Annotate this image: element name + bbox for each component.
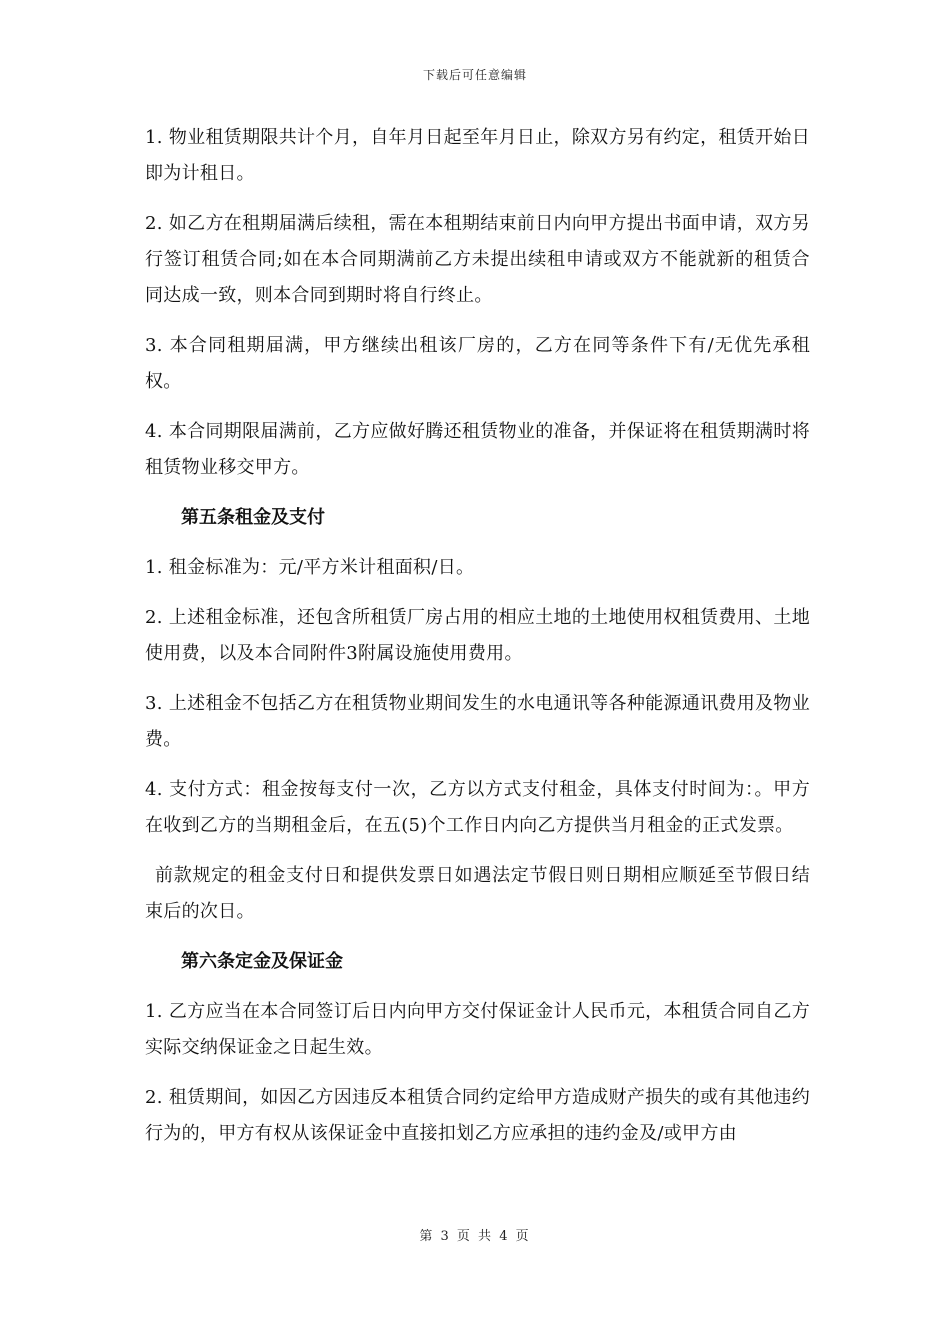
clause-rent-3: 3. 上述租金不包括乙方在租赁物业期间发生的水电通讯等各种能源通讯费用及物业费。	[145, 693, 810, 750]
header-note: 下载后可任意编辑	[422, 68, 527, 82]
clause-term-3: 3. 本合同租期届满，甲方继续出租该厂房的，乙方在同等条件下有/无优先承租权。	[145, 335, 810, 392]
clause-rent-1: 1. 租金标准为：元/平方米计租面积/日。	[145, 557, 475, 578]
clause-rent-4: 4. 支付方式：租金按每支付一次，乙方以方式支付租金，具体支付时间为：。甲方在收到乙方的当期租金后，在五(5)个工作日内向乙方提供当月租金的正式发票。	[145, 779, 810, 836]
clause-deposit-2: 2. 租赁期间，如因乙方因违反本租赁合同约定给甲方造成财产损失的或有其他违约行为的，甲方有权从该保证金中直接扣划乙方应承担的违约金及/或甲方由	[145, 1087, 810, 1144]
section-heading-deposit: 第六条定金及保证金	[181, 951, 343, 972]
clause-rent-2: 2. 上述租金标准，还包含所租赁厂房占用的相应土地的土地使用权租赁费用、土地使用费，以及本合同附件3附属设施使用费用。	[145, 607, 810, 664]
clause-term-1: 1. 物业租赁期限共计个月，自年月日起至年月日止，除双方另有约定，租赁开始日即为计租日。	[145, 127, 810, 184]
section-heading-rent: 第五条租金及支付	[181, 507, 325, 528]
document-body	[145, 120, 810, 1166]
clause-rent-note: 前款规定的租金支付日和提供发票日如遇法定节假日则日期相应顺延至节假日结束后的次日。	[145, 865, 810, 922]
clause-deposit-1: 1. 乙方应当在本合同签订后日内向甲方交付保证金计人民币元，本租赁合同自乙方实际交纳保证金之日起生效。	[145, 1001, 810, 1058]
clause-term-2: 2. 如乙方在租期届满后续租，需在本租期结束前日内向甲方提出书面申请，双方另行签订租赁合同;如在本合同期满前乙方未提出续租申请或双方不能就新的租赁合同达成一致，则本合同到期时将自行终止。	[145, 213, 810, 306]
page-number: 第 3 页 共 4 页	[419, 1229, 531, 1244]
clause-term-4: 4. 本合同期限届满前，乙方应做好腾还租赁物业的准备，并保证将在租赁期满时将租赁物业移交甲方。	[145, 421, 810, 478]
